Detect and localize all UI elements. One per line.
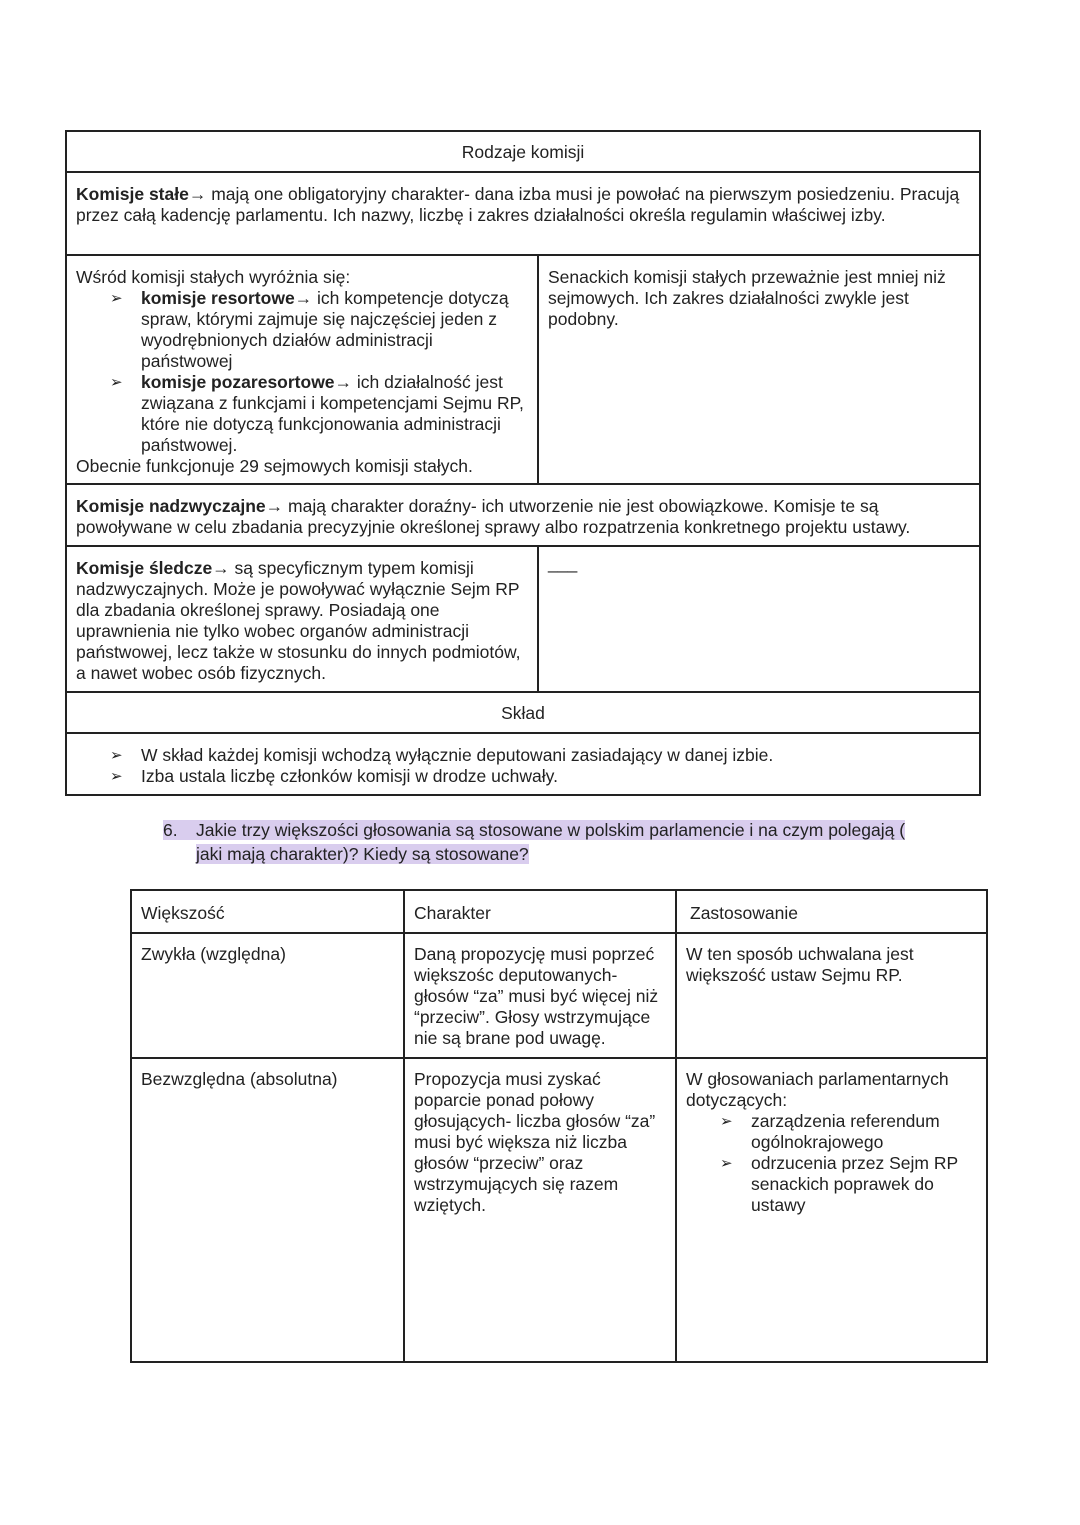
question-number: 6.: [163, 820, 178, 840]
question-6: [163, 818, 953, 866]
table-cell: [404, 1058, 676, 1362]
column-header: Zastosowanie: [690, 903, 798, 923]
table-row: [131, 1058, 987, 1362]
senate-standing-cell: [538, 255, 980, 484]
sejm-standing-footer: Obecnie funkcjonuje 29 sejmowych komisji stałych.: [76, 456, 473, 476]
majority-character: Daną propozycję musi poprzeć większośc deputowanych- głosów “za” musi być więcej niż “przeciw”. Głosy wstrzymujące nie są brane pod uwagę.: [414, 944, 659, 1048]
arrowhead-bullet-icon: ➢: [720, 1155, 733, 1172]
sejm-standing-cell: [66, 255, 538, 484]
question-line-1: Jakie trzy większości głosowania są stosowane w polskim parlamencie i na czym polegają (: [196, 820, 906, 840]
list-item: [110, 766, 970, 787]
arrowhead-bullet-icon: ➢: [110, 747, 123, 764]
investigative-term: Komisje śledcze: [76, 558, 213, 578]
table-cell: [676, 933, 987, 1058]
list-item-text: odrzucenia przez Sejm RP senackich poprawek do ustawy: [751, 1153, 958, 1215]
list-item: [110, 288, 528, 372]
majority-name: Zwykła (względna): [141, 944, 286, 964]
table-cell: [131, 1058, 404, 1362]
extraordinary-commissions-cell: [66, 484, 980, 546]
commissions-table: [65, 130, 981, 796]
commissions-header-cell: [66, 131, 980, 172]
investigative-senate-placeholder: ___: [548, 553, 578, 573]
list-item: [110, 745, 970, 766]
list-item: [720, 1111, 977, 1153]
sejm-standing-intro: Wśród komisji stałych wyróżnia się:: [76, 267, 351, 287]
column-header: Charakter: [414, 903, 491, 923]
arrowhead-bullet-icon: ➢: [110, 290, 123, 307]
senate-standing-text: Senackich komisji stałych przeważnie jest mniej niż sejmowych. Ich zakres działalności zwykle jest podobny.: [548, 267, 946, 329]
majority-usage: W ten sposób uchwalana jest większość ustaw Sejmu RP.: [686, 944, 914, 985]
composition-header: Skład: [501, 703, 545, 723]
header-cell-usage: [676, 890, 987, 933]
standing-text: → mają one obligatoryjny charakter- dana izba musi je powołać na pierwszym posiedzeniu. Pracują przez całą kadencję parlamentu. Ich nazwy, liczbę i zakres działalności określa regulamin właściwej izby.: [76, 184, 960, 225]
standing-commissions-cell: [66, 172, 980, 255]
extraordinary-text: → mają charakter doraźny- ich utworzenie nie jest obowiązkowe. Komisje te są powoływane w celu zbadania precyzyjnie określonej sprawy albo rozpatrzenia konkretnego projektu ustawy.: [76, 496, 911, 537]
standing-term: Komisje stałe: [76, 184, 189, 204]
list-item-term: komisje pozaresortowe: [141, 372, 335, 392]
list-item-text: → ich kompetencje dotyczą spraw, którymi zajmuje się najczęściej jeden z wyodrębnionych działów administracji państwowej: [141, 288, 509, 371]
majority-character: Propozycja musi zyskać poparcie ponad połowy głosujących- liczba głosów “za” musi być większa niż liczba głosów “przeciw” oraz wstrzymujących się razem wziętych.: [414, 1069, 656, 1215]
investigative-commissions-cell: [66, 546, 538, 692]
composition-list: [76, 745, 970, 787]
table-cell: [676, 1058, 987, 1362]
list-item-text: zarządzenia referendum ogólnokrajowego: [751, 1111, 940, 1152]
arrowhead-bullet-icon: ➢: [720, 1113, 733, 1130]
majority-name: Bezwzględna (absolutna): [141, 1069, 338, 1089]
question-line-2: jaki mają charakter)? Kiedy są stosowane?: [196, 844, 529, 864]
arrowhead-bullet-icon: ➢: [110, 374, 123, 391]
investigative-senate-cell: [538, 546, 980, 692]
commissions-header: Rodzaje komisji: [461, 142, 585, 162]
table-cell: [131, 933, 404, 1058]
header-cell-character: [404, 890, 676, 933]
sejm-standing-list: [76, 288, 528, 456]
majority-usage-list: [686, 1111, 977, 1216]
list-item-text: W skład każdej komisji wchodzą wyłącznie deputowani zasiadający w danej izbie.: [141, 745, 774, 765]
investigative-text: → są specyficznym typem komisji nadzwyczajnych. Może je powoływać wyłącznie Sejm RP dla zbadania określonej sprawy. Posiadają one uprawnienia nie tylko wobec organów administracji państwowej, lecz także w stosunku do innych podmiotów, a nawet wobec osób fizycznych.: [76, 558, 521, 683]
extraordinary-term: Komisje nadzwyczajne: [76, 496, 266, 516]
header-cell-majority: [131, 890, 404, 933]
list-item-text: Izba ustala liczbę członków komisji w drodze uchwały.: [141, 766, 558, 786]
list-item-text: → ich działalność jest związana z funkcjami i kompetencjami Sejmu RP, które nie dotyczą funkcjonowania administracji państwowej.: [141, 372, 524, 455]
list-item: [110, 372, 528, 456]
majority-table: [130, 889, 988, 1363]
column-header: Większość: [141, 903, 225, 923]
table-cell: [404, 933, 676, 1058]
composition-cell: [66, 733, 980, 795]
list-item-term: komisje resortowe: [141, 288, 295, 308]
list-item: [720, 1153, 977, 1216]
majority-usage-intro: W głosowaniach parlamentarnych dotyczących:: [686, 1069, 949, 1110]
arrowhead-bullet-icon: ➢: [110, 768, 123, 785]
table-row: [131, 933, 987, 1058]
composition-header-cell: [66, 692, 980, 733]
